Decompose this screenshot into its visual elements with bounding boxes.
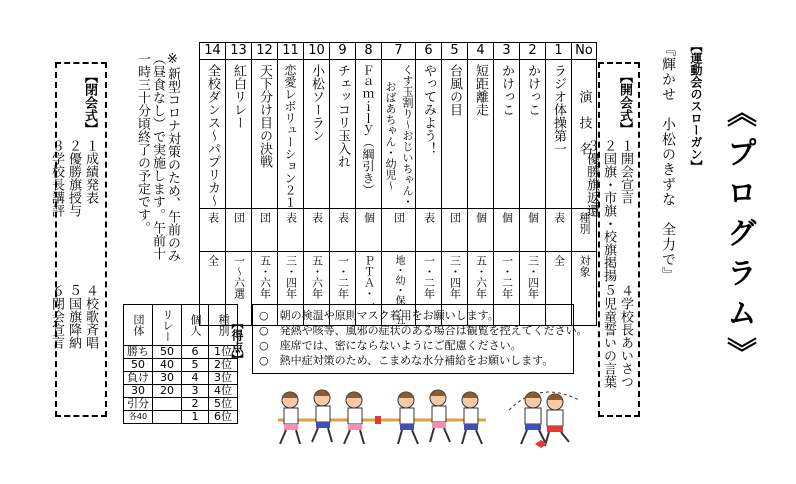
closing-item: ６閉会宣言 [49,284,64,349]
program-name: くす玉割り〜おじいちゃん・ [401,64,414,207]
program-name-line2: おばあちゃん・幼児〜 [384,80,397,191]
points-row [124,385,238,398]
points-row [124,359,238,372]
notice-item: ○ 朝の検温や原則マスク着用をお願いします。 [259,309,499,322]
program-target: 一・二年 [336,255,350,299]
opening-item: ３優勝旗返還 [584,139,599,217]
program-no: 1 [546,43,572,60]
closing-ceremony-list [48,139,99,269]
program-target: 一・二年 [500,255,514,299]
program-target: 地・幼・保・五 [393,255,404,325]
program-target: 五・六年 [310,255,324,299]
points-cell: 5 [182,359,209,372]
program-name: 小松ソーラン [309,64,324,142]
program-no: 7 [382,43,416,60]
points-row [124,346,238,359]
program-target: 全 [206,255,220,266]
program-no: 5 [442,43,468,60]
opening-ceremony-list-2 [600,284,634,414]
program-name: 短距離走 [473,64,488,116]
points-cell: 1 [182,411,209,424]
program-kind: 表 [336,212,350,223]
points-cell: 30 [124,385,153,398]
row-number [200,43,597,60]
row-kind [200,209,597,252]
points-cell: 4位 [209,385,238,398]
points-cell: 40 [153,359,182,372]
notice-item: ○ 発熱や咳等、風邪の症状のある場合は観覧を控えてください。 [259,324,588,337]
points-table [123,304,238,424]
program-kind: 表 [552,212,566,223]
slogan-heading: 【運動会のスローガン】 [689,40,703,172]
program-no: 4 [468,43,494,60]
program-kind: 団 [258,212,272,223]
program-name: 紅白リレー [231,64,246,129]
points-cell: 50 [153,346,182,359]
closing-ceremony-heading: 【閉会式】 [82,70,97,135]
points-cell: 5位 [209,398,238,411]
opening-item: ２国旗・市旗・校旗掲揚 [601,139,616,282]
program-target: 一・二年 [422,255,436,299]
program-no: 3 [494,43,520,60]
opening-item: ５児童誓いの言葉 [601,284,616,388]
program-target: 五・六年 [474,255,488,299]
program-kind: 個 [500,212,514,223]
slogan-text: 『輝かせ 小松のきずな 全力で』 [660,42,676,282]
program-no: 10 [304,43,330,60]
points-cell: 各40 [124,411,153,424]
program-no: 6 [416,43,442,60]
closing-ceremony-list-2 [48,284,99,414]
header-kind: 種別 [578,212,591,234]
points-row [124,411,238,424]
points-cell: 50 [124,359,153,372]
program-name: 天下分け目の決戦 [257,64,272,168]
closing-item: ２優勝旗授与 [66,139,81,217]
points-header: 種別 [217,314,230,336]
points-cell [153,411,182,424]
program-name: かけっこ [525,64,540,116]
points-cell: 負け [124,372,153,385]
program-kind: 団 [448,212,462,223]
points-row [124,372,238,385]
closing-item: １成績発表 [83,139,98,204]
page-title: 《プログラム》 [721,97,756,377]
program-no: 2 [520,43,546,60]
program-name: チェッコリ玉入れ [335,64,350,168]
program-no: 14 [200,43,226,60]
notice-item: ○ 座席では、密にならないようにご配慮ください。 [259,339,522,352]
points-header: 個人 [189,314,202,336]
opening-item: ４学校長あいさつ [618,284,633,388]
tug-of-war-illustration [272,380,492,454]
program-target: 全 [552,255,566,266]
program-no: 13 [226,43,252,60]
program-kind: 個 [362,212,376,223]
program-kind: 団 [392,212,406,223]
program-name: 全校ダンス〜パプリカ〜 [205,64,220,207]
header-name: 演 技 名 [576,90,592,155]
points-cell: 引分 [124,398,153,411]
closing-ceremony-box [49,62,107,417]
program-target: ＰＴＡ・一 [362,255,376,310]
program-target: 一〜六選 [232,255,246,299]
relay-illustration [505,380,585,450]
points-header: リレー [161,308,174,342]
program-kind: 個 [526,212,540,223]
points-header-row [124,305,238,346]
program-target: 三・四年 [284,255,298,299]
program-target: 三・四年 [526,255,540,299]
points-cell: 3位 [209,372,238,385]
program-kind: 表 [422,212,436,223]
points-cell: 2 [182,398,209,411]
closing-item: ３学校長講評 [49,139,64,217]
program-no: 12 [252,43,278,60]
points-cell [153,398,182,411]
covid-note: ※新型コロナ対策のため、午前のみ（昼食なし）で実施します。午前十一時三十分頃終了の予定です。 [135,52,180,262]
program-no: 8 [356,43,382,60]
program-target: 三・四年 [448,255,462,299]
closing-item: ５国旗降納 [66,284,81,349]
program-target: 五・六年 [258,255,272,299]
program-kind: 表 [284,212,298,223]
notice-item: ○ 熱中症対策のため、こまめな水分補給をお願いします。 [259,354,554,367]
row-name [200,60,597,209]
program-kind: 団 [232,212,246,223]
program-kind: 個 [474,212,488,223]
program-name: Ｆａｍｉｌｙ（綱引き） [361,64,375,196]
program-no: 9 [330,43,356,60]
header-target: 対象 [578,255,591,277]
points-cell: 6位 [209,411,238,424]
program-name: かけっこ [499,64,514,116]
header-no: No [572,43,597,60]
points-cell: 1位 [209,346,238,359]
program-name: やってみよう！ [421,64,436,155]
points-heading: 【得点】 [230,317,244,365]
program-name: ラジオ体操第一 [551,64,566,155]
program-no: 11 [278,43,304,60]
points-cell: 6 [182,346,209,359]
closing-item: ４校歌斉唱 [83,284,98,349]
points-cell: 3 [182,385,209,398]
points-cell: 4 [182,372,209,385]
points-cell: 勝ち [124,346,153,359]
points-cell: 20 [153,385,182,398]
program-kind: 表 [206,212,220,223]
program-table [199,42,597,326]
opening-item: １開会宣言 [618,139,633,204]
points-cell: 2位 [209,359,238,372]
points-row [124,398,238,411]
program-name: 恋愛レボリューション２１ [283,64,297,208]
opening-ceremony-heading: 【開会式】 [617,70,632,135]
points-cell: 30 [153,372,182,385]
notices-box [252,304,588,374]
points-header: 団体 [132,314,145,336]
program-kind: 表 [310,212,324,223]
program-name: 台風の目 [447,64,462,116]
